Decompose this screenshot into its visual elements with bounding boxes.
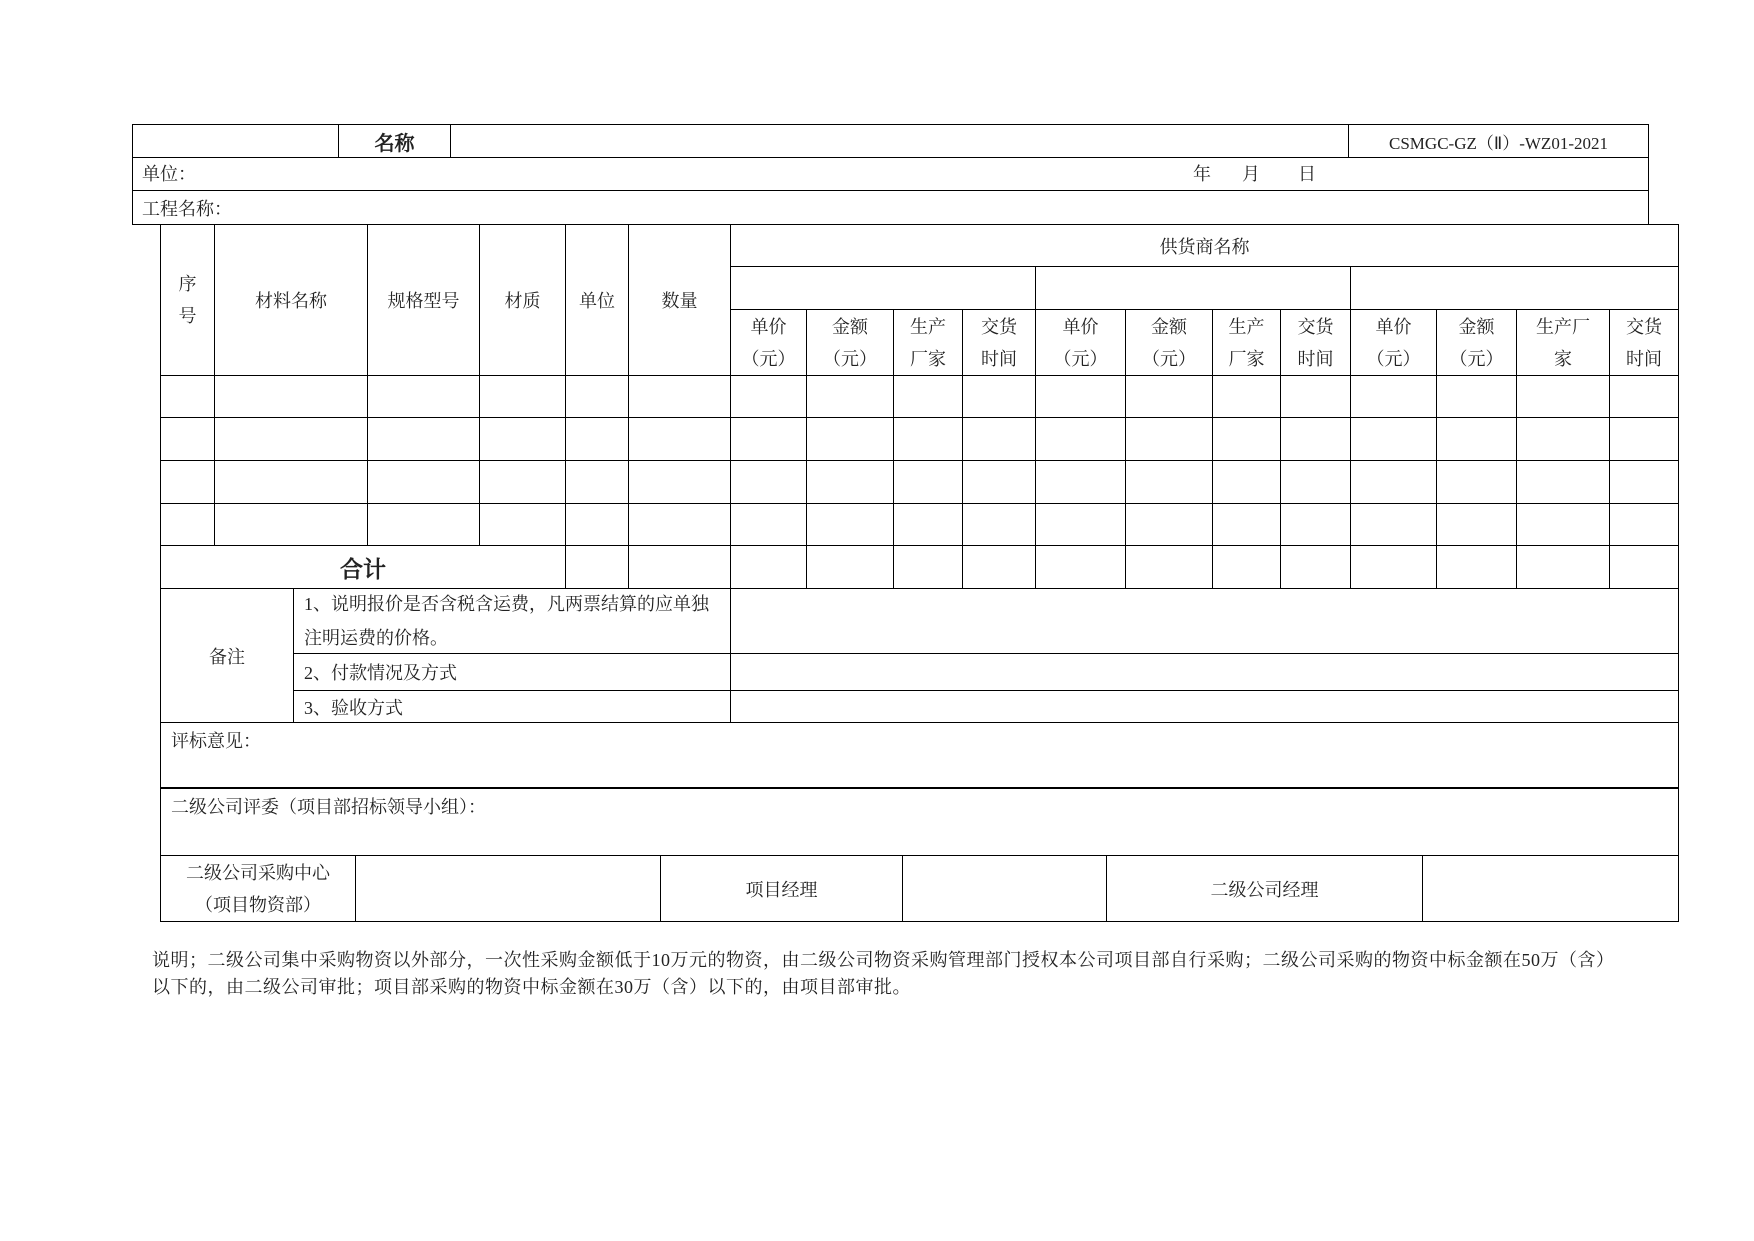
cell-s2-amount [1126, 461, 1213, 504]
cell-material [480, 376, 566, 418]
header-unit: 单位 [566, 225, 629, 376]
cell-s2-manufacturer [1213, 504, 1281, 546]
subheader-line2: （元） [741, 348, 796, 369]
year-label: 年 [1193, 164, 1211, 184]
cell-s2-delivery-time [1281, 376, 1351, 418]
cell-s2-manufacturer [1213, 376, 1281, 418]
cell-s3-manufacturer [1517, 461, 1610, 504]
cell-material [480, 418, 566, 461]
cell-s2-manufacturer [1213, 418, 1281, 461]
remark-item-3-value [731, 691, 1679, 723]
subheader-line1: 金额 [1151, 316, 1187, 337]
subheader-line2: （元） [1142, 348, 1196, 369]
name-value-cell [451, 125, 1349, 158]
header-s2-amount [1126, 310, 1213, 376]
remark-item-1-line2: 注明运费的价格。 [304, 628, 448, 648]
total-s3-manufacturer [1517, 546, 1610, 589]
subheader-line2: 厂家 [910, 348, 946, 369]
cell-s2-manufacturer [1213, 461, 1281, 504]
remark-item-1 [294, 589, 731, 654]
header-s3-delivery-time [1610, 310, 1679, 376]
cell-s1-unit-price [731, 504, 807, 546]
total-s1-manufacturer [894, 546, 963, 589]
header-s1-manufacturer [894, 310, 963, 376]
header-s2-unit-price [1036, 310, 1126, 376]
header-supplier-name: 供货商名称 [731, 225, 1679, 267]
month-label: 月 [1242, 164, 1260, 184]
evaluation-opinion-label: 评标意见： [171, 731, 261, 751]
header-s1-amount [807, 310, 894, 376]
total-s3-delivery-time [1610, 546, 1679, 589]
cell-s3-unit-price [1351, 461, 1437, 504]
subheader-line2: 时间 [1626, 348, 1662, 369]
cell-material-name [215, 418, 368, 461]
cell-s3-delivery-time [1610, 418, 1679, 461]
cell-material [480, 461, 566, 504]
total-s1-delivery-time [963, 546, 1036, 589]
subheader-line2: 厂家 [1228, 348, 1265, 369]
cell-s3-delivery-time [1610, 376, 1679, 418]
subheader-line1: 交货 [1626, 316, 1662, 337]
cell-s3-delivery-time [1610, 504, 1679, 546]
footnote-line1: 说明；二级公司集中采购物资以外部分，一次性采购金额低于10万元的物资，由二级公司物资采购管理部门授权本公司项目部自行采购；二级公司采购的物资中标金额在50万（含） [152, 950, 1615, 970]
cell-quantity [629, 504, 731, 546]
subheader-line2: （元） [1366, 348, 1421, 369]
total-unit-cell [566, 546, 629, 589]
remarks-label: 备注 [161, 589, 294, 723]
cell-s2-amount [1126, 376, 1213, 418]
supplier-2-name-cell [1036, 267, 1351, 310]
cell-s2-unit-price [1036, 504, 1126, 546]
subheader-line1: 交货 [1297, 316, 1334, 337]
total-quantity-cell [629, 546, 731, 589]
total-s2-unit-price [1036, 546, 1126, 589]
cell-s2-unit-price [1036, 418, 1126, 461]
header-s3-manufacturer [1517, 310, 1610, 376]
signature-row [160, 856, 1679, 922]
subheader-line1: 单价 [1375, 316, 1412, 337]
remark-item-3: 3、验收方式 [294, 691, 731, 723]
procurement-center-label [161, 856, 356, 922]
cell-s3-manufacturer [1517, 376, 1610, 418]
cell-quantity [629, 461, 731, 504]
project-name-label: 工程名称： [133, 191, 1649, 225]
subheader-line2: 时间 [1297, 348, 1334, 369]
remark-item-2: 2、付款情况及方式 [294, 654, 731, 691]
company-manager-signature [1423, 856, 1679, 922]
procurement-center-line1: 二级公司采购中心 [186, 862, 330, 883]
subheader-line2: 家 [1554, 348, 1572, 369]
header-seq-line1: 序 [178, 274, 197, 294]
cell-unit [566, 418, 629, 461]
cell-material-name [215, 376, 368, 418]
cell-s2-delivery-time [1281, 418, 1351, 461]
cell-spec-model [368, 461, 480, 504]
header-s2-delivery-time [1281, 310, 1351, 376]
cell-s1-amount [807, 461, 894, 504]
header-seq-line2: 号 [178, 306, 197, 326]
cell-s1-manufacturer [894, 418, 963, 461]
footnote-line2: 以下的，由二级公司审批；项目部采购的物资中标金额在30万（含）以下的，由项目部审批。 [152, 977, 911, 997]
cell-s3-amount [1437, 461, 1517, 504]
footnote [152, 947, 1615, 1001]
cell-s1-manufacturer [894, 504, 963, 546]
form-header-table [132, 124, 1649, 225]
cell-material-name [215, 461, 368, 504]
cell-unit [566, 376, 629, 418]
day-label: 日 [1298, 164, 1316, 184]
header-s2-manufacturer [1213, 310, 1281, 376]
cell-s3-amount [1437, 418, 1517, 461]
total-s2-delivery-time [1281, 546, 1351, 589]
header-s3-amount [1437, 310, 1517, 376]
header-quantity: 数量 [629, 225, 731, 376]
subheader-line1: 生产厂 [1536, 316, 1590, 337]
cell-s1-unit-price [731, 376, 807, 418]
cell-s1-unit-price [731, 461, 807, 504]
cell-spec-model [368, 376, 480, 418]
total-s2-amount [1126, 546, 1213, 589]
cell-s1-delivery-time [963, 461, 1036, 504]
cell-s1-manufacturer [894, 376, 963, 418]
cell-s1-delivery-time [963, 504, 1036, 546]
cell-s3-unit-price [1351, 418, 1437, 461]
cell-seq [161, 461, 215, 504]
committee-label: 二级公司评委（项目部招标领导小组）： [171, 797, 486, 817]
total-s1-amount [807, 546, 894, 589]
total-s3-amount [1437, 546, 1517, 589]
header-spec-model: 规格型号 [368, 225, 480, 376]
header-s3-unit-price [1351, 310, 1437, 376]
remarks-table [160, 589, 1679, 723]
unit-date-row [133, 158, 1649, 191]
header-s1-delivery-time [963, 310, 1036, 376]
cell-spec-model [368, 504, 480, 546]
cell-s3-unit-price [1351, 376, 1437, 418]
remark-item-1-line1: 1、说明报价是否含税含运费，凡两票结算的应单独 [304, 594, 709, 614]
cell-seq [161, 418, 215, 461]
header-s1-unit-price [731, 310, 807, 376]
header-material-name: 材料名称 [215, 225, 368, 376]
project-manager-signature [903, 856, 1107, 922]
total-s2-manufacturer [1213, 546, 1281, 589]
subheader-line1: 交货 [981, 316, 1017, 337]
cell-material-name [215, 504, 368, 546]
cell-s1-amount [807, 418, 894, 461]
cell-s3-unit-price [1351, 504, 1437, 546]
total-label: 合计 [161, 546, 566, 589]
project-manager-label: 项目经理 [661, 856, 903, 922]
total-s3-unit-price [1351, 546, 1437, 589]
cell-s1-amount [807, 504, 894, 546]
cell-s1-unit-price [731, 418, 807, 461]
cell-seq [161, 376, 215, 418]
procurement-center-line2: （项目物资部） [195, 894, 321, 915]
header-material: 材质 [480, 225, 566, 376]
subheader-line1: 单价 [750, 316, 787, 337]
evaluation-opinion-section [160, 723, 1679, 789]
cell-s1-amount [807, 376, 894, 418]
cell-unit [566, 504, 629, 546]
header-seq [161, 225, 215, 376]
cell-material [480, 504, 566, 546]
name-label: 名称 [339, 125, 451, 158]
cell-s3-manufacturer [1517, 504, 1610, 546]
cell-s2-delivery-time [1281, 461, 1351, 504]
cell-s3-manufacturer [1517, 418, 1610, 461]
committee-section [160, 789, 1679, 856]
cell-seq [161, 504, 215, 546]
cell-s2-unit-price [1036, 461, 1126, 504]
company-manager-label: 二级公司经理 [1107, 856, 1423, 922]
cell-s3-amount [1437, 376, 1517, 418]
subheader-line1: 单价 [1062, 316, 1099, 337]
cell-s3-delivery-time [1610, 461, 1679, 504]
cell-s2-delivery-time [1281, 504, 1351, 546]
cell-s2-amount [1126, 418, 1213, 461]
subheader-line2: （元） [1449, 348, 1504, 369]
total-s1-unit-price [731, 546, 807, 589]
cell-unit [566, 461, 629, 504]
remark-item-2-value [731, 654, 1679, 691]
cell-quantity [629, 376, 731, 418]
cell-quantity [629, 418, 731, 461]
subheader-line1: 生产 [910, 316, 946, 337]
cell-s1-delivery-time [963, 418, 1036, 461]
cell-s1-manufacturer [894, 461, 963, 504]
subheader-line1: 金额 [1458, 316, 1495, 337]
header-blank-cell [133, 125, 339, 158]
subheader-line1: 生产 [1228, 316, 1265, 337]
quotation-table [160, 224, 1679, 589]
cell-s3-amount [1437, 504, 1517, 546]
cell-s1-delivery-time [963, 376, 1036, 418]
cell-s2-amount [1126, 504, 1213, 546]
supplier-3-name-cell [1351, 267, 1679, 310]
subheader-line2: （元） [823, 348, 877, 369]
document-code: CSMGC-GZ（Ⅱ）-WZ01-2021 [1349, 125, 1649, 158]
supplier-1-name-cell [731, 267, 1036, 310]
subheader-line1: 金额 [832, 316, 868, 337]
procurement-center-signature [356, 856, 661, 922]
remark-item-1-value [731, 589, 1679, 654]
cell-s2-unit-price [1036, 376, 1126, 418]
unit-label: 单位： [142, 164, 196, 184]
subheader-line2: 时间 [981, 348, 1017, 369]
subheader-line2: （元） [1053, 348, 1108, 369]
cell-spec-model [368, 418, 480, 461]
